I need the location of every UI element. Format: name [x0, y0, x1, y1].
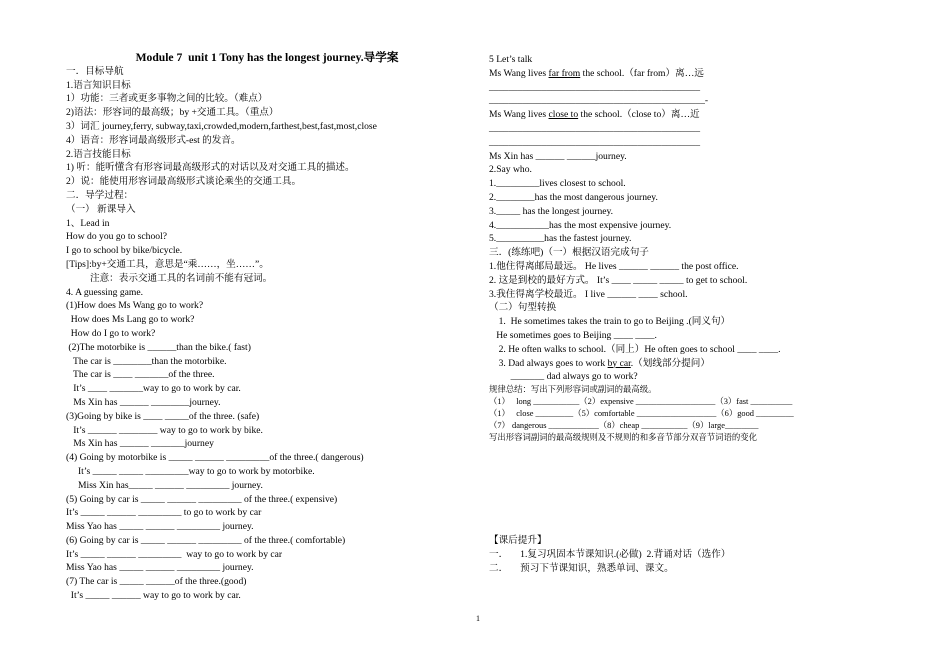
rule-line: （7） dangerous ____________（8）cheap ___________（9）large________: [489, 421, 759, 431]
text-line: 3.我住得离学校最近。 I live ______ ____ school.: [489, 288, 688, 300]
text-line: 2. 这是到校的最好方式。 It’s ____ _____ _____ to get to school.: [489, 274, 748, 286]
text-line: (6) Going by car is _____ ______ _________ of the three.( comfortable): [66, 534, 346, 546]
text-line: 1._________lives closest to school.: [489, 178, 626, 190]
by-car-post: .（划线部分提问）: [630, 357, 710, 369]
after-class-item-2: 二． 预习下节课知识，熟悉单词、课文。: [489, 562, 674, 574]
text-line: （二）句型转换: [489, 302, 557, 314]
text-line: It’s _____ ______ way to go to work by car.: [66, 590, 241, 602]
after-class-item-1: 一． 1.复习巩固本节课知识.(必做) 2.背诵对话（选作）: [489, 548, 731, 560]
by-car-question-line: [489, 357, 889, 371]
text-line: 1.语言知识目标: [66, 79, 131, 91]
text-line: 2. He often walks to school.（同上）He often goes to school ____ ____.: [489, 343, 781, 355]
text-line: The car is ________than the motorbike.: [66, 355, 227, 367]
answer-line: ____________________________________________: [489, 122, 701, 134]
exercise-lines: [489, 150, 889, 371]
text-line: 1.他住得离邮局最远。 He lives ______ ______ the post office.: [489, 260, 739, 272]
answer-line: _____________________________________________-: [489, 95, 709, 107]
answer-line: ____________________________________________: [489, 81, 701, 93]
text-line: 5.__________has the fastest journey.: [489, 233, 632, 245]
text-line: 2）说：能使用形容词最高级形式谈论乘坐的交通工具。: [66, 176, 302, 188]
text-line: How does Ms Lang go to work?: [66, 314, 195, 326]
text-line: 一．目标导航: [66, 65, 124, 77]
text-line: (5) Going by car is _____ ______ _________ of the three.( expensive): [66, 493, 338, 505]
text-line: 二．导学过程：: [66, 189, 134, 201]
text-line: How do you go to school?: [66, 231, 167, 243]
text-line: [Tips]:by+交通工具，意思是“乘……，坐……”。: [66, 258, 269, 270]
text-line: Ms Xin has ______ _______journey: [66, 438, 214, 450]
text-line: 3）词汇 journey,ferry, subway,taxi,crowded,modern,farthest,best,fast,most,close: [66, 120, 377, 132]
text-line: Miss Xin has_____ ______ _________ journey.: [66, 479, 263, 491]
close-to-line: [489, 108, 889, 122]
text-line: The car is ____ _______of the three.: [66, 369, 215, 381]
close-to-post: the school.（close to）离…近: [578, 109, 700, 121]
by-car-underlined: by car: [607, 357, 631, 369]
text-line: 2)语法：形容词的最高级；by +交通工具。（重点）: [66, 107, 279, 119]
text-line: Miss Yao has _____ ______ _________ journey.: [66, 521, 254, 533]
text-line: (3)Going by bike is ____ _____of the three. (safe): [66, 410, 260, 422]
text-line: How do I go to work?: [66, 327, 156, 339]
text-line: 三．(练练吧)（一）根据汉语完成句子: [489, 247, 649, 259]
dad-question-line: _______ dad always go to work?: [489, 371, 638, 383]
after-class-title: 【课后提升】: [489, 535, 547, 547]
far-from-post: the school.（far from）离…远: [580, 67, 704, 79]
text-line: (4) Going by motorbike is _____ ______ _________of the three.( dangerous): [66, 452, 364, 464]
text-line: 3. Dad always goes to work: [489, 357, 608, 369]
text-line: (2)The motorbike is ______than the bike.( fast): [66, 341, 251, 353]
text-line: 1）功能：三者或更多事物之间的比较。（难点）: [66, 93, 268, 105]
text-line: Ms Xin has ______ ________journey.: [66, 396, 221, 408]
text-line: It’s ______ ________ way to go to work by bike.: [66, 424, 263, 436]
rule-title: 规律总结：写出下列形容词或副词的最高级。: [489, 385, 657, 395]
text-line: He sometimes goes to Beijing ____ ____.: [489, 329, 657, 341]
text-line: 2.Say who.: [489, 164, 532, 176]
text-line: (7) The car is _____ ______of the three.(good): [66, 576, 247, 588]
rule-line: （1） long ___________（2）expensive ___________________（3）fast __________: [489, 397, 793, 407]
text-line: It’s ____ _______way to go to work by car.: [66, 383, 241, 395]
text-line: I go to school by bike/bicycle.: [66, 245, 183, 257]
text-line: Miss Yao has _____ ______ _________ journey.: [66, 562, 254, 574]
close-to-underlined: close to: [548, 109, 579, 121]
text-line: It’s _____ _____ _________way to go to work by motorbike.: [66, 465, 315, 477]
document-title: Module 7 unit 1 Tony has the longest journey.导学案: [135, 51, 399, 64]
far-from-pre: Ms Wang lives: [489, 67, 549, 79]
text-line: 注意：表示交通工具的名词前不能有冠词。: [66, 272, 273, 284]
by-car-line: [608, 358, 710, 369]
answer-line: ____________________________________________: [489, 136, 701, 148]
text-line: It’s _____ ______ _________ way to go to work by car: [66, 548, 283, 560]
left-column: [66, 51, 458, 603]
rule-line: （1） close _________（5）comfortable ___________________（6）good _________: [489, 409, 794, 419]
text-line: Ms Xin has ______ ______journey.: [489, 150, 627, 162]
text-line: 1. He sometimes takes the train to go to Beijing .(同义句）: [489, 316, 731, 328]
page-number: 1: [476, 614, 480, 623]
right-column: [489, 53, 889, 576]
text-line: （一） 新课导入: [66, 203, 136, 215]
text-line: 3._____ has the longest journey.: [489, 205, 614, 217]
text-line: (1)How does Ms Wang go to work?: [66, 300, 204, 312]
text-line: It’s _____ ______ _________ to go to work by car: [66, 507, 262, 519]
text-line: 4）语音：形容词最高级形式-est 的发音。: [66, 134, 241, 146]
far-from-line: [489, 67, 889, 81]
text-line: 4. A guessing game.: [66, 286, 144, 298]
spacer: [489, 444, 889, 534]
text-line: 1) 听：能听懂含有形容词最高级形式的对话以及对交通工具的描述。: [66, 162, 355, 174]
talk-heading: 5 Let’s talk: [489, 54, 533, 65]
left-lines: [66, 65, 458, 603]
far-from-underlined: far from: [548, 67, 581, 79]
text-line: 2.________has the most dangerous journey.: [489, 191, 658, 203]
text-line: 2.语言技能目标: [66, 148, 131, 160]
text-line: 4.___________has the most expensive journey.: [489, 219, 672, 231]
close-to-pre: Ms Wang lives: [489, 109, 549, 121]
rule-lines: [489, 396, 889, 432]
text-line: 1、Lead in: [66, 217, 110, 229]
rule-note: 写出形容词副词的最高级规则及不规则的和多音节部分双音节词语的变化: [489, 433, 757, 443]
